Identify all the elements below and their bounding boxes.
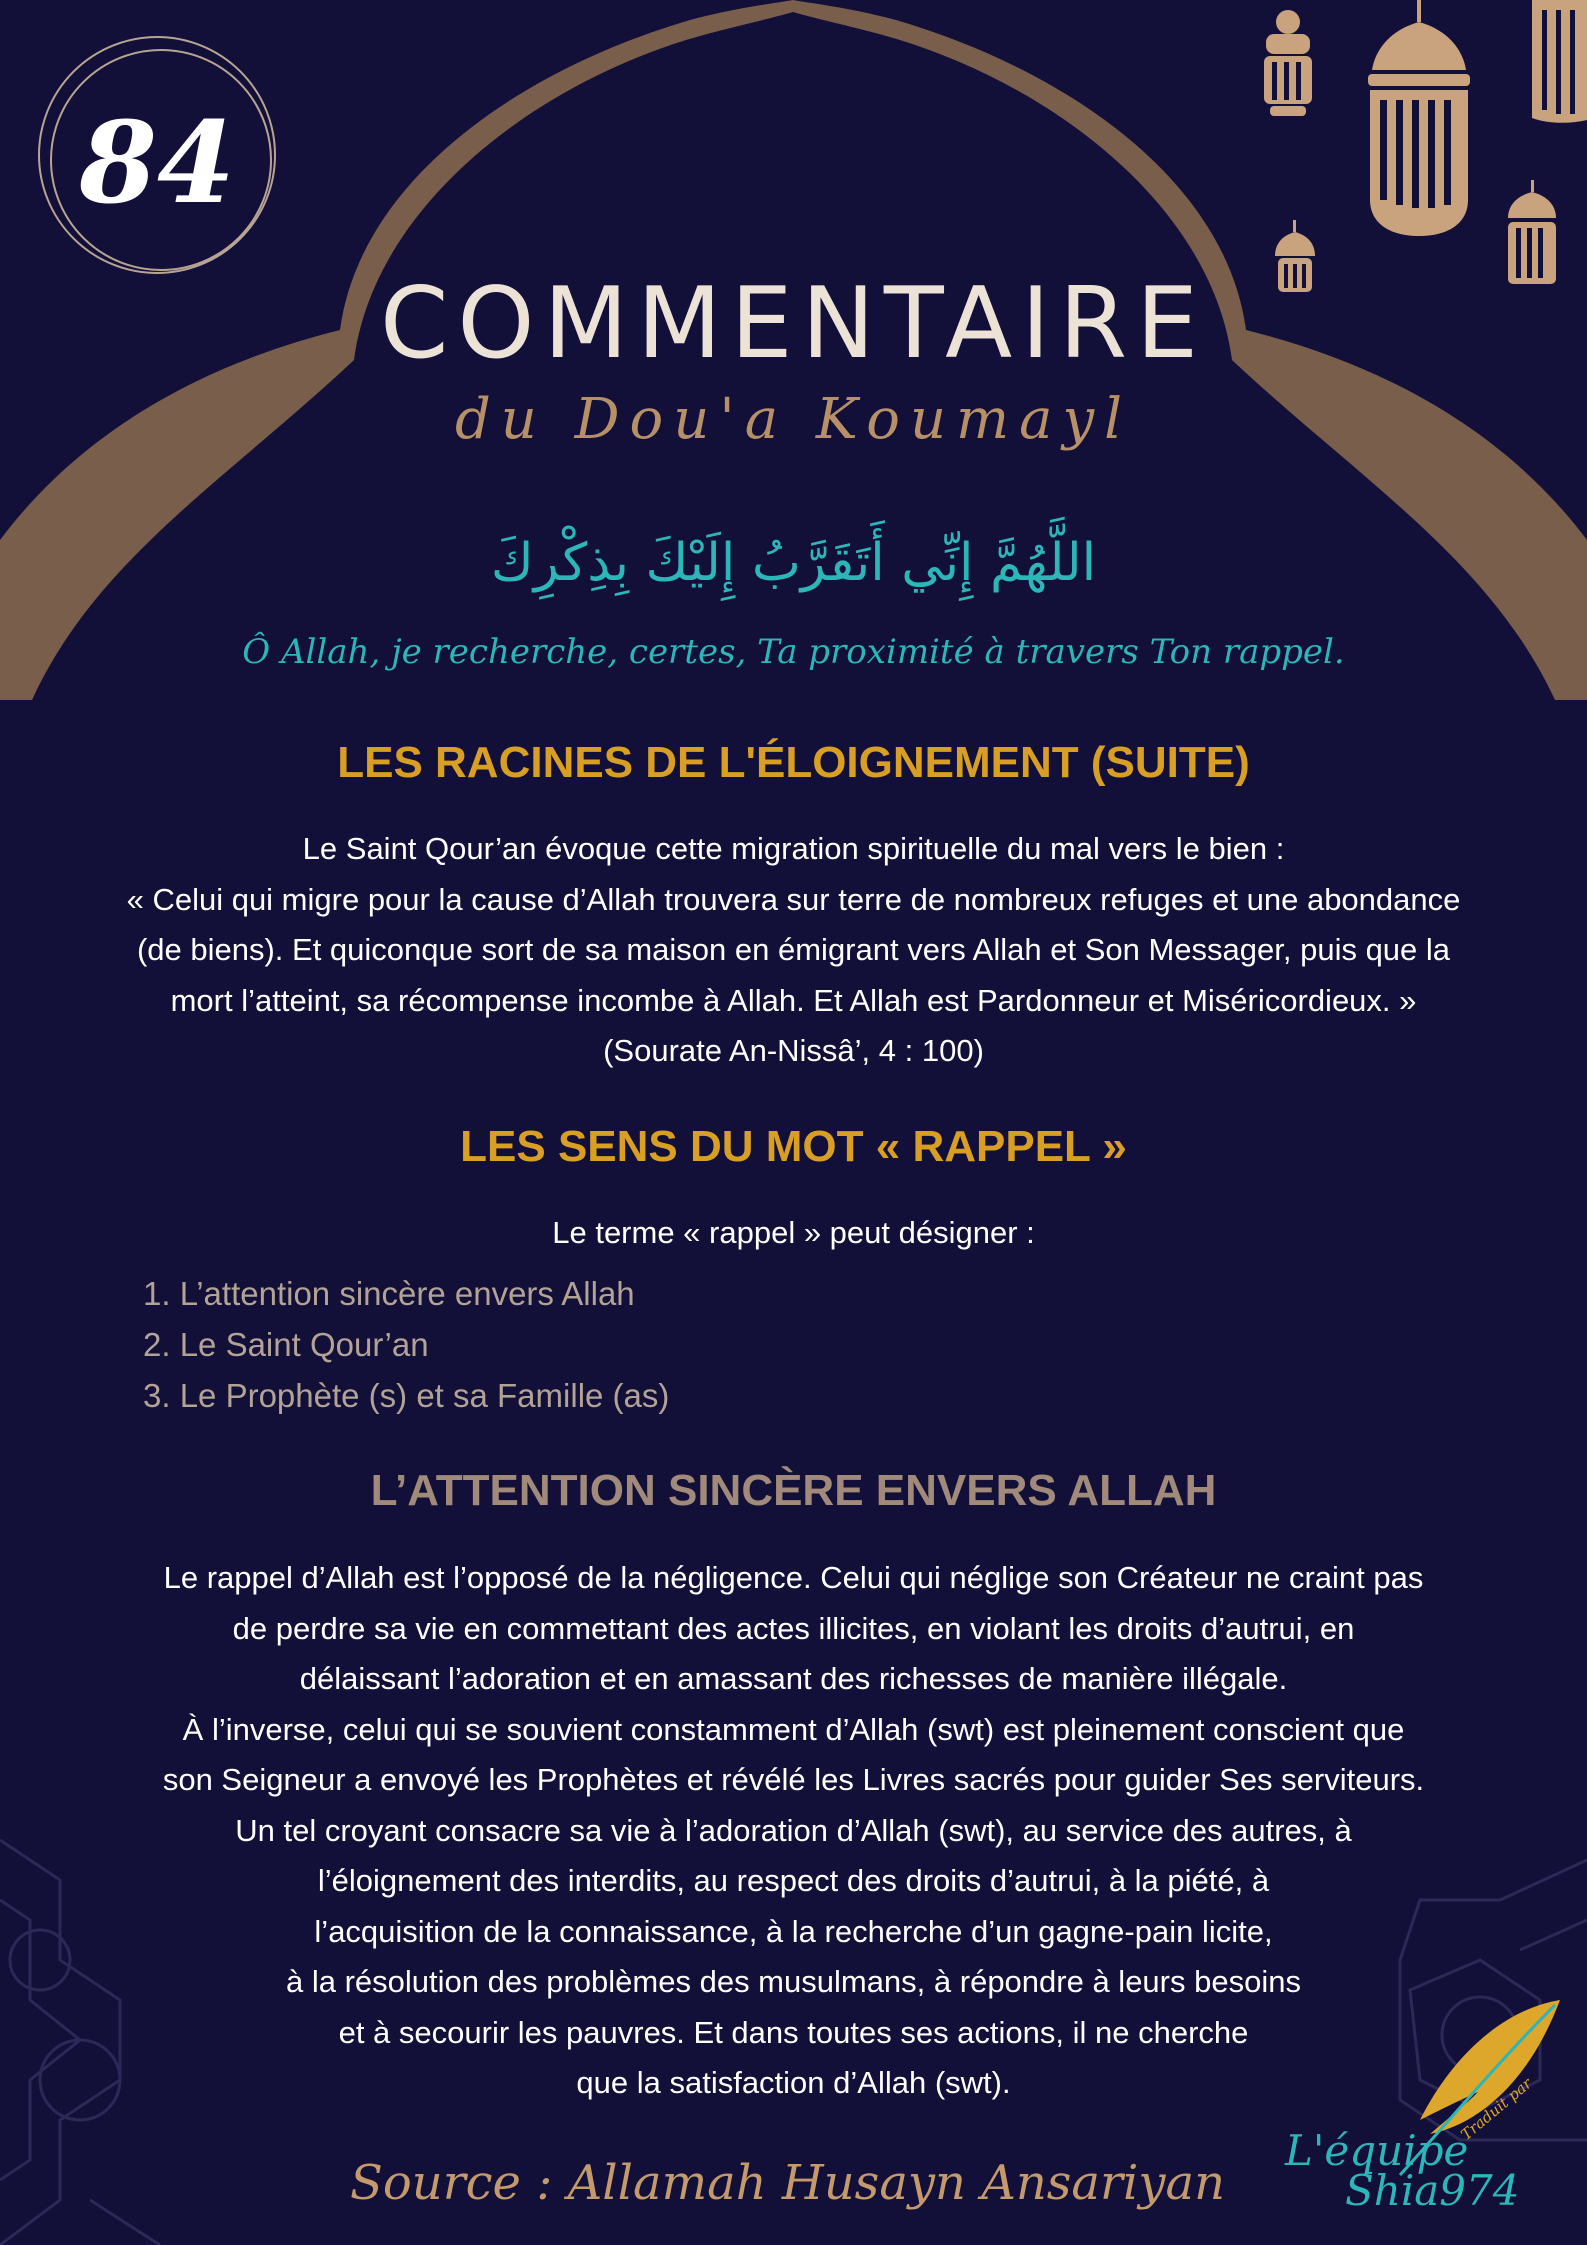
text-line: l’acquisition de la connaissance, à la recherche d’un gagne-pain licite, bbox=[314, 1913, 1273, 1949]
translated-by-label: Traduit par bbox=[1457, 2074, 1536, 2144]
text-line: Un tel croyant consacre sa vie à l’adoration d’Allah (swt), au service des autres, à bbox=[235, 1812, 1352, 1848]
list-item: 1. L’attention sincère envers Allah bbox=[143, 1275, 635, 1312]
text-line: à la résolution des problèmes des musulmans, à répondre à leurs besoins bbox=[286, 1964, 1301, 1999]
meanings-list bbox=[143, 1268, 669, 1421]
text-line: Le Saint Qour’an évoque cette migration spirituelle du mal vers le bien : bbox=[302, 831, 1285, 866]
page-number: 84 bbox=[79, 98, 235, 229]
arabic-verse: اللَّهُمَّ إِنِّي أَتَقَرَّبُ إِلَيْكَ بِذِكْرِكَ bbox=[490, 533, 1097, 593]
text-line: (Sourate An-Nissâ’, 4 : 100) bbox=[603, 1033, 984, 1068]
source-credit: Source : Allamah Husayn Ansariyan bbox=[350, 2155, 1225, 2211]
text-line: « Celui qui migre pour la cause d’Allah trouvera sur terre de nombreux refuges et une abondance bbox=[126, 881, 1461, 917]
text-line: Le rappel d’Allah est l’opposé de la négligence. Celui qui néglige son Créateur ne craint pas bbox=[163, 1560, 1424, 1595]
text-line: son Seigneur a envoyé les Prophètes et révélé les Livres sacrés pour guider Ses serviteurs. bbox=[162, 1762, 1425, 1797]
section-paragraph-attention bbox=[0, 1553, 1587, 2109]
text-line: que la satisfaction d’Allah (swt). bbox=[576, 2065, 1011, 2100]
page-title: COMMENTAIRE bbox=[379, 267, 1208, 381]
list-item: 3. Le Prophète (s) et sa Famille (as) bbox=[143, 1377, 670, 1414]
text-line: À l’inverse, celui qui se souvient constamment d’Allah (swt) est pleinement conscient que bbox=[182, 1711, 1405, 1747]
text-line: de perdre sa vie en commettant des actes illicites, en violant les droits d’autrui, en bbox=[232, 1610, 1355, 1646]
text-line: l’éloignement des interdits, au respect des droits d’autrui, à la piété, à bbox=[317, 1863, 1270, 1898]
team-name-line2: Shia974 bbox=[1345, 2166, 1520, 2215]
section-heading-attention: L’ATTENTION SINCÈRE ENVERS ALLAH bbox=[370, 1466, 1217, 1515]
team-signature bbox=[1285, 2074, 1555, 2220]
text-line: et à secourir les pauvres. Et dans toutes ses actions, il ne cherche bbox=[338, 2014, 1249, 2050]
list-item: 2. Le Saint Qour’an bbox=[143, 1326, 429, 1363]
verse-translation: Ô Allah, je recherche, certes, Ta proximité à travers Ton rappel. bbox=[242, 632, 1345, 672]
page-subtitle: du Dou'a Koumayl bbox=[454, 387, 1133, 452]
text-line: mort l’atteint, sa récompense incombe à Allah. Et Allah est Pardonneur et Miséricordieux. » bbox=[170, 982, 1417, 1018]
section-paragraph-racines bbox=[0, 824, 1587, 1077]
text-line: délaissant l’adoration et en amassant des richesses de manière illégale. bbox=[299, 1661, 1288, 1696]
text-line: (de biens). Et quiconque sort de sa maison en émigrant vers Allah et Son Messager, puis que la bbox=[136, 932, 1451, 967]
section-heading-sens: LES SENS DU MOT « RAPPEL » bbox=[460, 1122, 1127, 1171]
section-intro-sens: Le terme « rappel » peut désigner : bbox=[552, 1215, 1035, 1250]
section-heading-racines: LES RACINES DE L'ÉLOIGNEMENT (SUITE) bbox=[337, 738, 1250, 787]
team-name-line1: L'équipe bbox=[1285, 2126, 1469, 2175]
